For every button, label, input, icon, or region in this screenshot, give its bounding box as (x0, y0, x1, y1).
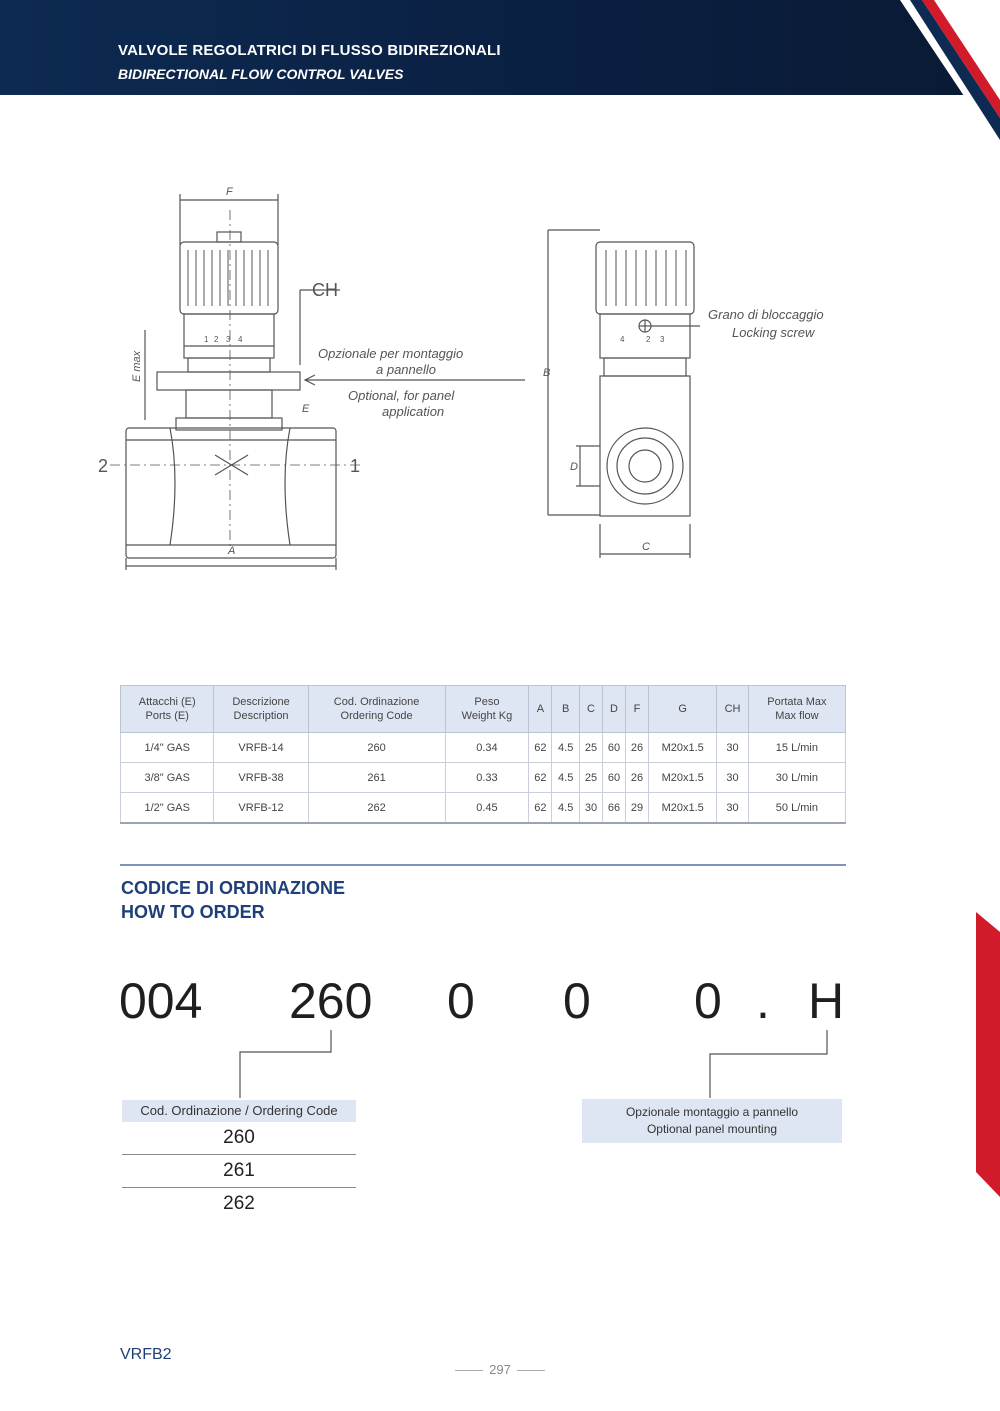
panel-mounting-option-italian: Opzionale montaggio a pannello (625, 1105, 799, 1119)
header-line-2: Description (233, 710, 289, 722)
table-cell: 30 (717, 793, 749, 824)
table-cell: 262 (308, 793, 445, 824)
specification-table (120, 685, 846, 824)
table-header-cell (308, 686, 445, 733)
table-header-cell (626, 686, 649, 733)
header-line-1: Peso (474, 696, 500, 708)
ch-label: CH (312, 280, 338, 300)
table-cell: 50 L/min (748, 793, 845, 824)
table-cell: 4.5 (552, 733, 580, 763)
table-cell: 26 (626, 733, 649, 763)
page-number-text: 297 (449, 1362, 551, 1377)
table-cell: 15 L/min (748, 733, 845, 763)
table-cell: 1/2" GAS (121, 793, 214, 824)
locking-screw-it: Grano di bloccaggio (708, 307, 824, 322)
section-divider (120, 864, 846, 866)
table-cell: 1/4" GAS (121, 733, 214, 763)
how-to-order-title-italian: CODICE DI ORDINAZIONE (121, 878, 346, 898)
header-line-1: Cod. Ordinazione (333, 696, 420, 708)
table-cell: 3/8" GAS (121, 763, 214, 793)
header-line-2: Weight Kg (461, 710, 513, 722)
dim-a-label: A (228, 545, 236, 557)
code-part-ordering-code: 260 (289, 973, 373, 1029)
side-tab-accent (976, 912, 1000, 1197)
table-cell: VRFB-14 (214, 733, 308, 763)
scale-mark: 4 (620, 335, 625, 344)
code-part-dot: . (756, 973, 770, 1029)
table-header-cell (529, 686, 552, 733)
table-cell: 25 (580, 763, 603, 793)
dim-b-label: B (543, 367, 551, 379)
scale-mark: 2 (214, 335, 219, 344)
table-body (121, 733, 846, 824)
scale-mark: 1 (204, 335, 209, 344)
code-part-digit: 0 (447, 973, 475, 1029)
table-cell: 30 (580, 793, 603, 824)
ordering-code-value: 261 (122, 1155, 356, 1188)
ordering-code-value: 262 (223, 1193, 255, 1214)
table-header-cell (552, 686, 580, 733)
table-header-row (121, 686, 846, 733)
table-header-cell (748, 686, 845, 733)
locking-screw-en: Locking screw (732, 325, 815, 340)
code-part-option: H (808, 973, 845, 1029)
optional-it-line1: Opzionale per montaggio (318, 346, 464, 361)
dim-e-label: E (302, 403, 310, 415)
header-line-1: Portata Max (767, 696, 827, 708)
table-cell: 4.5 (552, 793, 580, 824)
table-cell: 0.33 (445, 763, 529, 793)
header-title-italian: VALVOLE REGOLATRICI DI FLUSSO BIDIREZIONALI (118, 42, 501, 59)
header-line-2: Max flow (775, 710, 819, 722)
header-line-1: G (678, 703, 687, 715)
table-cell: 4.5 (552, 763, 580, 793)
table-cell: 30 L/min (748, 763, 845, 793)
header-line-1: F (633, 703, 641, 715)
table-header-cell (580, 686, 603, 733)
header-title-english: BIDIRECTIONAL FLOW CONTROL VALVES (118, 66, 404, 82)
table-cell: M20x1.5 (649, 733, 717, 763)
table-cell: 62 (529, 793, 552, 824)
panel-mounting-option-box (582, 1099, 842, 1143)
table-cell: 62 (529, 733, 552, 763)
table-cell: 30 (717, 763, 749, 793)
dim-c-label: C (642, 541, 650, 553)
table-cell: 261 (308, 763, 445, 793)
table-cell: VRFB-38 (214, 763, 308, 793)
dim-f-label: F (226, 186, 233, 198)
scale-mark: 2 (646, 335, 651, 344)
code-part-prefix: 004 (119, 973, 203, 1029)
header-line-1: D (610, 703, 618, 715)
header-line-2: Ordering Code (340, 710, 413, 722)
table-header-cell (214, 686, 308, 733)
scale-mark: 3 (660, 335, 665, 344)
panel-mounting-option-english: Optional panel mounting (646, 1122, 778, 1136)
table-row (121, 733, 846, 763)
table-cell: VRFB-12 (214, 793, 308, 824)
table-header-cell (445, 686, 529, 733)
page-number (0, 1362, 1000, 1377)
table-cell: 60 (603, 763, 626, 793)
ordering-code-list (122, 1100, 356, 1220)
how-to-order-title-english: HOW TO ORDER (121, 902, 265, 922)
ordering-code-header: Cod. Ordinazione / Ordering Code (122, 1100, 356, 1122)
code-part-digit: 0 (694, 973, 722, 1029)
ordering-code-value: 260 (122, 1122, 356, 1155)
corner-accent (900, 0, 1000, 150)
product-code: VRFB2 (120, 1346, 172, 1363)
table-row (121, 763, 846, 793)
table-cell: M20x1.5 (649, 793, 717, 824)
header-line-1: Attacchi (E) (138, 696, 196, 708)
code-part-digit: 0 (563, 973, 591, 1029)
table-header-cell (603, 686, 626, 733)
table-cell: 60 (603, 733, 626, 763)
scale-mark: 3 (226, 335, 231, 344)
table-cell: 29 (626, 793, 649, 824)
table-cell: 0.45 (445, 793, 529, 824)
dim-d-label: D (570, 461, 578, 473)
table-header-cell (717, 686, 749, 733)
technical-drawing (0, 150, 1000, 590)
table-header-cell (649, 686, 717, 733)
table-cell: 62 (529, 763, 552, 793)
table-cell: 30 (717, 733, 749, 763)
table-cell: 26 (626, 763, 649, 793)
port-2-label: 2 (98, 456, 109, 476)
scale-mark: 4 (238, 335, 243, 344)
header-line-1: C (587, 703, 595, 715)
header-line-2: Ports (E) (145, 710, 189, 722)
header-line-1: A (536, 703, 545, 715)
dim-emax-label: E max (131, 350, 143, 382)
table-row (121, 793, 846, 824)
table-cell: M20x1.5 (649, 763, 717, 793)
table-cell: 25 (580, 733, 603, 763)
optional-en-line1: Optional, for panel (348, 388, 455, 403)
header-line-1: B (562, 703, 570, 715)
table-cell: 0.34 (445, 733, 529, 763)
page-header (0, 0, 1000, 95)
table-header-cell (121, 686, 214, 733)
table-cell: 260 (308, 733, 445, 763)
header-line-1: CH (724, 703, 741, 715)
order-code-connectors (0, 1020, 1000, 1100)
table-cell: 66 (603, 793, 626, 824)
optional-en-line2: application (382, 404, 445, 419)
header-line-1: Descrizione (232, 696, 290, 708)
optional-it-line2: a pannello (376, 362, 436, 377)
port-1-label: 1 (350, 456, 361, 476)
